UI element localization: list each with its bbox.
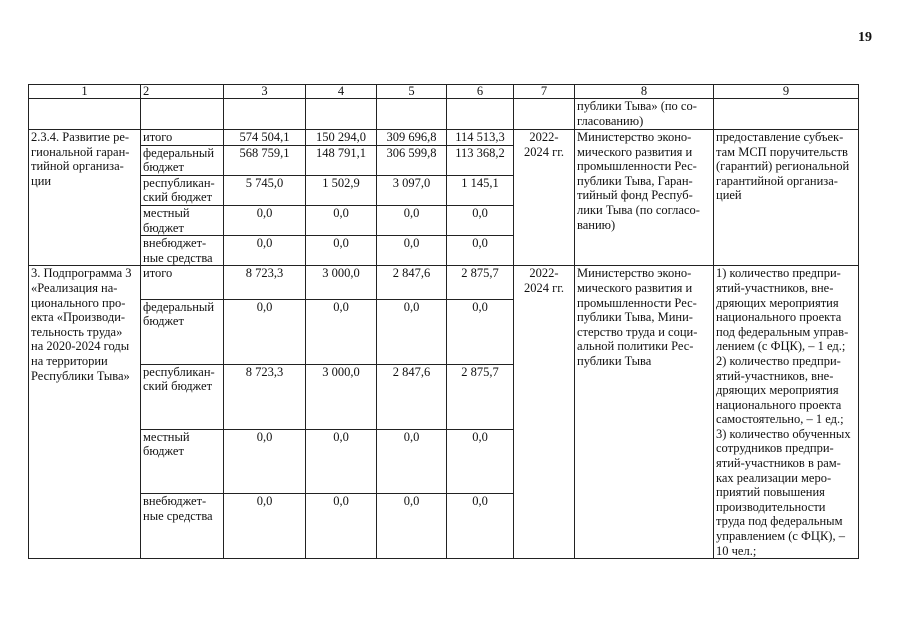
funding-source: итого [141, 130, 224, 146]
value-2024: 2 875,7 [447, 266, 514, 299]
funding-source: итого [141, 266, 224, 299]
continuation-row [29, 99, 859, 130]
page-number: 19 [858, 30, 872, 45]
value-2023: 3 097,0 [377, 175, 447, 205]
value-2022: 3 000,0 [306, 266, 377, 299]
period: 2022- 2024 гг. [514, 266, 575, 559]
value-2024: 114 513,3 [447, 130, 514, 146]
funding-source: местный бюджет [141, 205, 224, 235]
funding-source: федеральный бюджет [141, 145, 224, 175]
executor: Министерство эконо- мического развития и промышленности Рес- публики Тыва, Гаран- тийный фонд Респуб- лики Тыва (по согласо- ванию) [575, 130, 714, 266]
expected-result: 1) количество предпри- ятий-участников, вне- дряющих мероприятия национального проекта под федеральным управ- лением (с ФЦК), – 1 ед.; 2) количество предпри- ятий-участников, вне- дряющих мероприятия национального проекта самостоятельно, – 1 ед.; 3) количество обученных сотрудников предпри- ятий-участников в рам- ках реализации меро- приятий повышения производительности труда под федеральным управлением (с ФЦК), – 10 чел.; [714, 266, 859, 559]
continuation-executor: публики Тыва» (по со- гласованию) [575, 99, 714, 130]
value-2023: 0,0 [377, 429, 447, 494]
value-total: 0,0 [224, 494, 306, 559]
col-header-1: 1 [29, 85, 141, 99]
value-2024: 113 368,2 [447, 145, 514, 175]
value-2024: 2 875,7 [447, 364, 514, 429]
value-2022: 0,0 [306, 299, 377, 364]
value-2022: 0,0 [306, 205, 377, 235]
period: 2022- 2024 гг. [514, 130, 575, 266]
funding-source: внебюджет- ные средства [141, 236, 224, 266]
value-total: 0,0 [224, 429, 306, 494]
value-2023: 2 847,6 [377, 266, 447, 299]
measure-name: 3. Подпрограмма 3 «Реализация на- ционального про- екта «Производи- тельность труда» на 2020-2024 годы на территории Республики Тыва» [29, 266, 141, 559]
funding-source: внебюджет- ные средства [141, 494, 224, 559]
value-2024: 0,0 [447, 236, 514, 266]
value-2022: 150 294,0 [306, 130, 377, 146]
program-budget-table [28, 84, 859, 559]
value-total: 568 759,1 [224, 145, 306, 175]
value-2023: 309 696,8 [377, 130, 447, 146]
table-row [29, 130, 859, 146]
value-2022: 148 791,1 [306, 145, 377, 175]
header-row [29, 85, 859, 99]
value-2023: 0,0 [377, 494, 447, 559]
measure-name: 2.3.4. Развитие ре- гиональной гаран- тийной организа- ции [29, 130, 141, 266]
value-total: 5 745,0 [224, 175, 306, 205]
value-2022: 0,0 [306, 494, 377, 559]
value-2024: 0,0 [447, 494, 514, 559]
table-row [29, 266, 859, 299]
value-2023: 2 847,6 [377, 364, 447, 429]
value-2023: 0,0 [377, 236, 447, 266]
value-2024: 0,0 [447, 205, 514, 235]
value-total: 574 504,1 [224, 130, 306, 146]
funding-source: федеральный бюджет [141, 299, 224, 364]
value-2024: 1 145,1 [447, 175, 514, 205]
col-header-8: 8 [575, 85, 714, 99]
col-header-6: 6 [447, 85, 514, 99]
value-2023: 0,0 [377, 299, 447, 364]
expected-result: предоставление субъек- там МСП поручительств (гарантий) региональной гарантийной организа- цией [714, 130, 859, 266]
value-2022: 0,0 [306, 429, 377, 494]
value-total: 8 723,3 [224, 266, 306, 299]
value-2022: 1 502,9 [306, 175, 377, 205]
value-2022: 0,0 [306, 236, 377, 266]
executor: Министерство эконо- мического развития и промышленности Рес- публики Тыва, Мини- стерство труда и соци- альной политики Рес- публики Тыва [575, 266, 714, 559]
col-header-5: 5 [377, 85, 447, 99]
value-total: 0,0 [224, 299, 306, 364]
value-2024: 0,0 [447, 299, 514, 364]
col-header-3: 3 [224, 85, 306, 99]
funding-source: республикан- ский бюджет [141, 175, 224, 205]
value-2024: 0,0 [447, 429, 514, 494]
value-total: 0,0 [224, 236, 306, 266]
value-2022: 3 000,0 [306, 364, 377, 429]
funding-source: республикан- ский бюджет [141, 364, 224, 429]
col-header-7: 7 [514, 85, 575, 99]
col-header-4: 4 [306, 85, 377, 99]
value-2023: 306 599,8 [377, 145, 447, 175]
value-2023: 0,0 [377, 205, 447, 235]
value-total: 8 723,3 [224, 364, 306, 429]
col-header-2: 2 [141, 85, 224, 99]
col-header-9: 9 [714, 85, 859, 99]
funding-source: местный бюджет [141, 429, 224, 494]
value-total: 0,0 [224, 205, 306, 235]
